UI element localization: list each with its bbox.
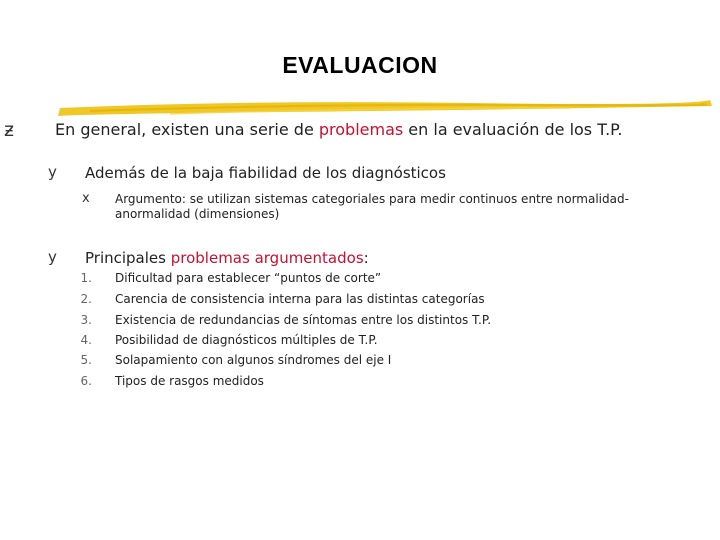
list-item: Tipos de rasgos medidos [115, 374, 264, 388]
list-item: Posibilidad de diagnósticos múltiples de T.P. [115, 333, 378, 347]
list-item: Solapamiento con algunos síndromes del eje I [115, 353, 392, 367]
sub2-prefix: Principales [85, 249, 171, 267]
list-item: Carencia de consistencia interna para las distintas categorías [115, 292, 485, 306]
sub2-highlight: problemas argumentados [170, 249, 364, 267]
list-item-number: 4. [80, 333, 92, 347]
main-bullet-highlight: problemas [318, 120, 404, 139]
sub2-suffix: : [363, 249, 369, 267]
list-item-number: 2. [80, 292, 92, 306]
list-item: Existencia de redundancias de síntomas entre los distintos T.P. [115, 313, 492, 327]
argument-line2: anormalidad (dimensiones) [115, 207, 280, 221]
list-item-number: 5. [80, 353, 92, 367]
argument-line1: Argumento: se utilizan sistemas categoriales para medir continuos entre normalidad- [115, 192, 629, 206]
main-bullet-suffix: en la evaluación de los T.P. [403, 120, 623, 139]
main-bullet-prefix: En general, existen una serie de [55, 120, 319, 139]
list-item: Dificultad para establecer “puntos de corte” [115, 271, 382, 285]
y-bullet-icon: y [48, 163, 57, 181]
list-item-number: 1. [80, 271, 92, 285]
main-bullet-text [55, 120, 622, 139]
sub2-text [85, 249, 369, 267]
sub1-text: Además de la baja fiabilidad de los diagnósticos [85, 164, 446, 182]
slide-title: EVALUACION [282, 52, 438, 78]
y-bullet-icon: y [48, 248, 57, 266]
x-bullet-icon: x [82, 191, 90, 206]
z-bullet-icon: ƶ [4, 119, 14, 141]
list-item-number: 3. [80, 313, 92, 327]
list-item-number: 6. [80, 374, 92, 388]
